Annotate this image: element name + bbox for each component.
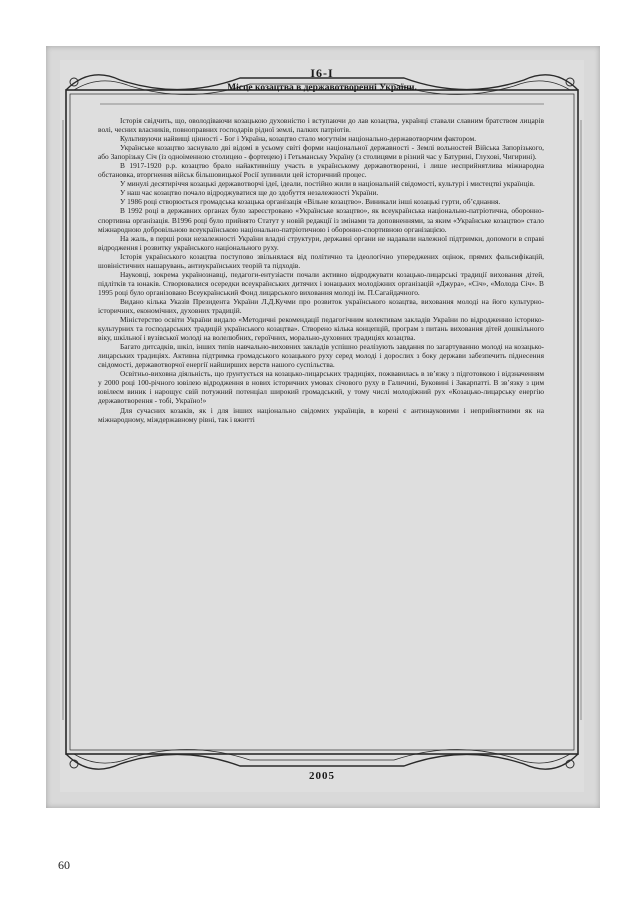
page-code: I6-I [310, 66, 334, 80]
paragraph: Історія українського козацтва поступово звільнялася від політично та ідеологічно упереджених оцінок, прямих фальсифікацій, шовіністичних нашарувань, антиукраїнських теорій та підходів. [98, 251, 544, 270]
page-header [60, 66, 584, 93]
paragraph: На жаль, в перші роки незалежності України владні структури, державні органи не надавали належної підтримки, допомоги в справі відродження і розвитку українського національного руху. [98, 233, 544, 252]
paragraph: Для сучасних козаків, як і для інших національно свідомих українців, в корені є антинауковими і неприйнятними як на міжнародному, міждержавному рівні, так і вжитті [98, 405, 544, 424]
paragraph: У наш час козацтво почало відроджуватися ще до здобуття незалежності України. [120, 188, 379, 198]
footer-year: 2005 [309, 770, 335, 782]
paragraph: Міністерство освіти України видало «Методичні рекомендації педагогічним колективам закладів України по відродженню історико-культурних та господарських традицій українського козацтва». Створено кілька концепцій, програм з питань виховання дітей дошкільного віку, шкільної і вузівської молоді на волелюбних, героїчних, морально-духовних традиціях козацтва. [98, 315, 544, 343]
ornamental-frame [60, 60, 584, 792]
paragraph: Українське козацтво заснувало дві відомі в усьому світі форми національної державності - Землі вольностей Війська Запорізького, або Запорізьку Січ (із одноіменною столицею - фортецею) і Гетьманську Україну (з столицями в різний час у Батурині, Глухові, Чигирині). [98, 143, 544, 162]
paragraph: Науковці, зокрема українознавці, педагоги-ентузіасти почали активно відроджувати козацько-лицарські традиції виховання дітей, підлітків та юнаків. Створювалися осередки всеукраїнських дитячих і юнацьких молодіжних організацій «Джура», «Січ», «Молода Січ». В 1995 році було організовано Всеукраїнський Фонд лицарського виховання молоді ім. П.Сагайдачного. [98, 269, 544, 297]
page-number: 60 [58, 858, 70, 872]
paragraph: У минулі десятиріччя козацькі державотворчі ідеї, ідеали, постійно жили в національній свідомості, культурі і мистецтві українців. [120, 179, 535, 189]
scanned-page [46, 46, 600, 808]
paragraph: В 1992 році в державних органах було зареєстровано «Українське козацтво», як всеукраїнська національно-патріотична, оборонно-спортивна організація. В1996 році було прийнято Статут у новій редакції із змінами та доповненнями, за яким «Українське козацтво» стало міжнародною добровільною всеукраїнською національно-патріотичною і оборонно-спортивною організацією. [98, 206, 544, 234]
paragraph: У 1986 році створюється громадська козацька організація «Вільне козацтво». Виникали інші козацькі гурти, об’єднання. [120, 197, 501, 207]
paragraph: В 1917-1920 р.р. козацтво брало найактивнішу участь в українському державотворенні, і лише несприйнятлива міжнародна обстановка, вторгнення військ більшовицької Росії зупинили цей історичний процес. [98, 161, 544, 180]
body-text [98, 116, 544, 758]
paragraph: Історія свідчить, що, оволодіваючи козацькою духовністю і вступаючи до лав козацтва, українці ставали славним братством лицарів волі, чесних власників, повноправних господарів рідної землі, палких патріотів. [98, 116, 544, 135]
paragraph: Багато дитсадків, шкіл, інших типів навчально-виховних закладів успішно реалізують завдання по загартуванню молоді на козацько-лицарських традиціях. Активна підтримка громадського козацького руху серед молоді і дорослих з боку держави забезпечить піднесення свідомості, державотворчої енергії найширших верств нашого суспільства. [98, 342, 544, 370]
paragraph: Освітньо-виховна діяльність, що ґрунтується на козацько-лицарських традиціях, пожвавилась в зв’язку з підготовкою і відзначенням у 2000 році 100-річного ювілею відродження в нових історичних умовах січового руху в Галичині, Буковині і Закарпатті. В зв’язку з цим ювілеєм виник і нарощує свій потужний потенціал широкий громадський, у тому числі молодіжний рух «Козацько-лицарську енергію державотворення - тобі, Україно!» [98, 369, 544, 406]
paragraph: Видано кілька Указів Президента України Л.Д.Кучми про розвиток українського козацтва, виховання молоді на його культурно-історичних, економічних, духовних традицій. [98, 296, 544, 315]
document-title: Місце козацтва в державотворенні України. [227, 83, 417, 93]
paragraph: Культивуючи найвищі цінності - Бог і Україна, козацтво стало могутнім національно-державотворчим фактором. [120, 134, 477, 144]
